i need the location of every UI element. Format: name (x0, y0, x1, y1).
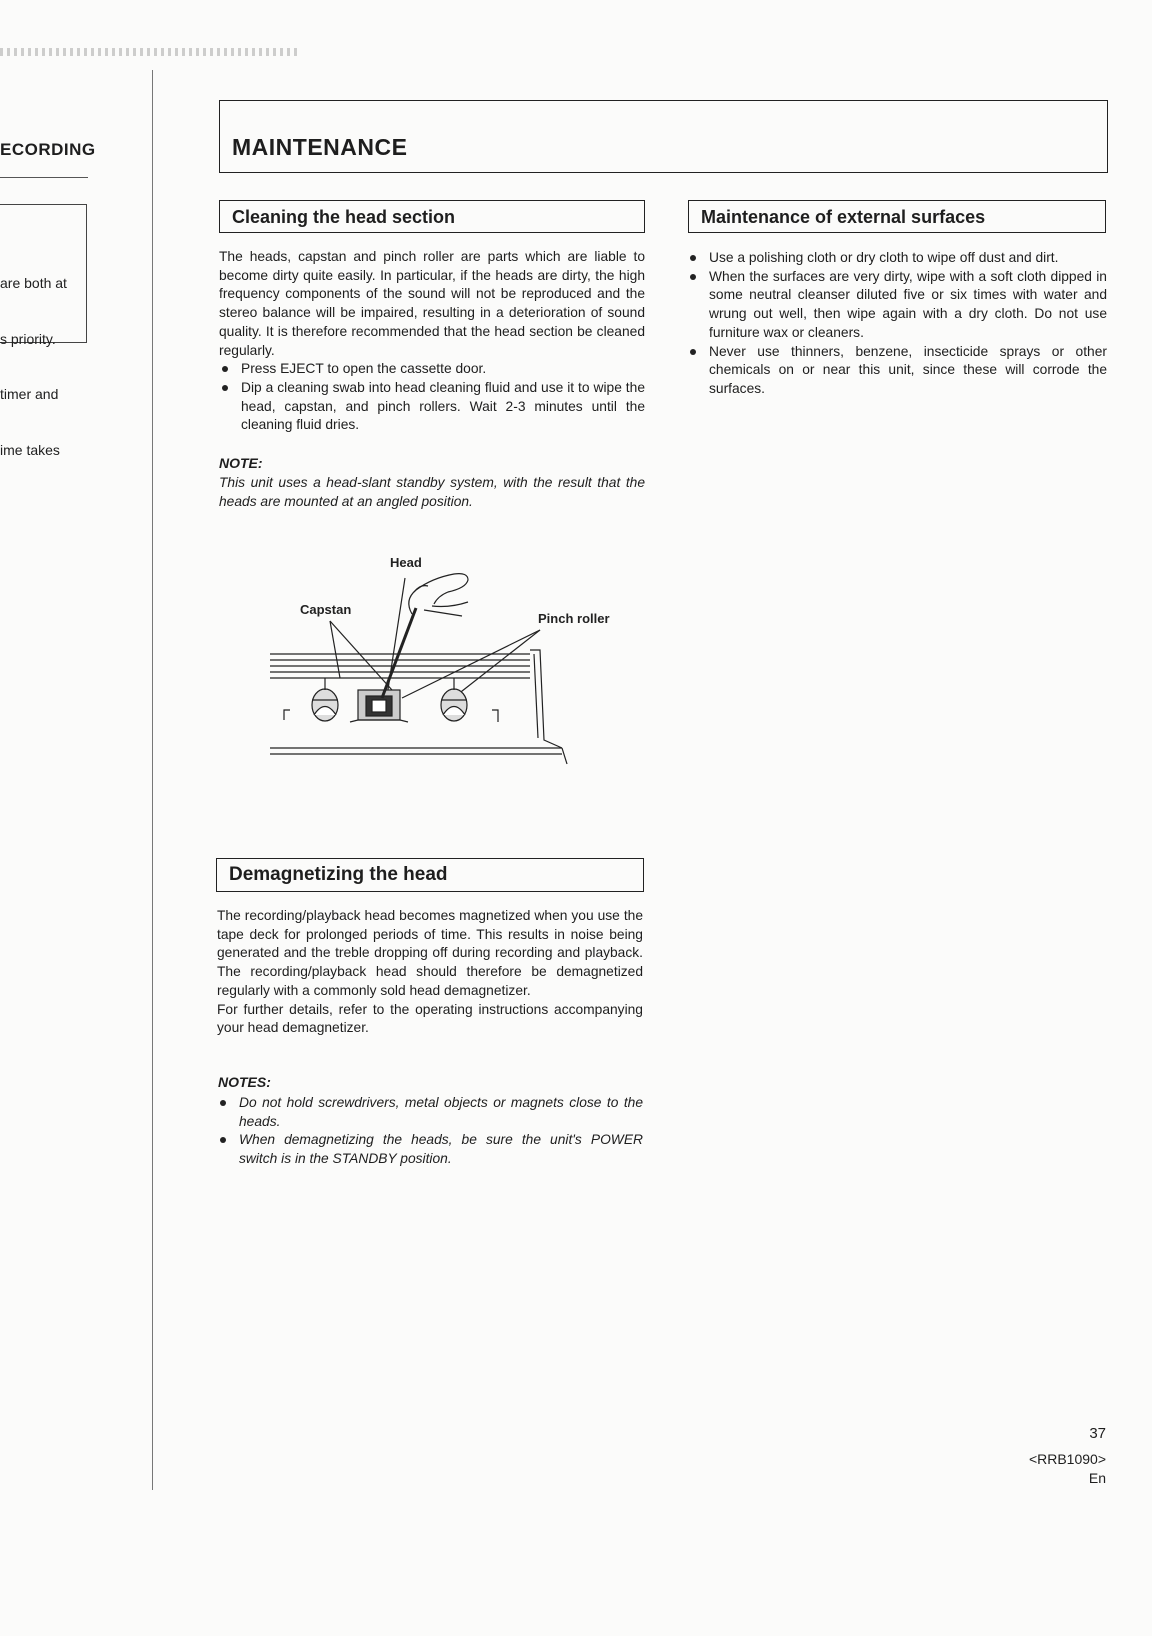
language-code: En (1088, 1470, 1106, 1486)
scan-artifact (0, 48, 300, 56)
external-bullet: Use a polishing cloth or dry cloth to wipe off dust and dirt. (687, 249, 1107, 268)
external-body (687, 249, 1107, 399)
label-head: Head (390, 555, 422, 570)
cleaning-heading-box (219, 200, 645, 233)
cleaning-bullet: Dip a cleaning swab into head cleaning fluid and use it to wipe the head, capstan, and pinch rollers. Wait 2-3 minutes until the cleaning fluid dries. (219, 379, 645, 435)
demag-notes-label: NOTES: (218, 1074, 271, 1090)
prev-line: timer and (0, 386, 59, 402)
demag-para-2: For further details, refer to the operating instructions accompanying your head demagnetizer. (217, 1001, 643, 1036)
demag-notes (217, 1094, 643, 1169)
prev-page-text (0, 237, 67, 478)
label-pinch-roller: Pinch roller (538, 611, 610, 626)
external-heading-box (688, 200, 1106, 233)
prev-line: ime takes (0, 441, 60, 458)
demag-note: When demagnetizing the heads, be sure the unit's POWER switch is in the STANDBY position. (217, 1131, 643, 1168)
cleaning-bullet: Press EJECT to open the cassette door. (219, 360, 645, 379)
external-bullet: When the surfaces are very dirty, wipe with a soft cloth dipped in some neutral cleanser diluted five or six times with water and wrung out well, then wipe again with a dry cloth. Do not use furniture wax or cleaners. (687, 268, 1107, 343)
cleaning-note-text: This unit uses a head-slant standby system, with the result that the heads are mounted at an angled position. (219, 475, 645, 509)
demag-para-1: The recording/playback head becomes magnetized when you use the tape deck for prolonged periods of time. This results in noise being generated and the treble dropping off during recording and playback. The recording/playback head should therefore be demagnetized regularly with a commonly sold head demagnetizer. (217, 908, 643, 998)
external-bullet: Never use thinners, benzene, insecticide sprays or other chemicals on or near this unit, since these will corrode the surfaces. (687, 343, 1107, 399)
demag-heading-box (216, 858, 644, 892)
prev-line: s priority. (0, 330, 56, 347)
demag-body (217, 907, 643, 1038)
cleaning-heading: Cleaning the head section (232, 207, 456, 227)
page-title: MAINTENANCE (232, 134, 408, 160)
page-number: 37 (1089, 1425, 1106, 1442)
label-capstan: Capstan (300, 602, 352, 617)
cleaning-intro: The heads, capstan and pinch roller are parts which are liable to become dirty quite easily. In particular, if the heads are dirty, the high frequency components of the sound will not be reproduced and the stereo balance will be impaired, resulting in a deterioration of sound quality. It is therefore recommended that the head section be cleaned regularly. (219, 249, 645, 358)
page-margin-line (152, 70, 153, 1490)
prev-line: are both at (0, 275, 67, 291)
demag-heading: Demagnetizing the head (229, 864, 448, 885)
prev-page-rule (0, 177, 88, 178)
cleaning-body (219, 248, 645, 435)
head-cleaning-diagram (262, 550, 622, 775)
cleaning-note-label: NOTE: (219, 455, 263, 471)
prev-page-title: ECORDING (0, 140, 96, 159)
external-heading: Maintenance of external surfaces (701, 207, 986, 227)
document-code: <RRB1090> (1028, 1451, 1106, 1467)
demag-note: Do not hold screwdrivers, metal objects or magnets close to the heads. (217, 1094, 643, 1131)
